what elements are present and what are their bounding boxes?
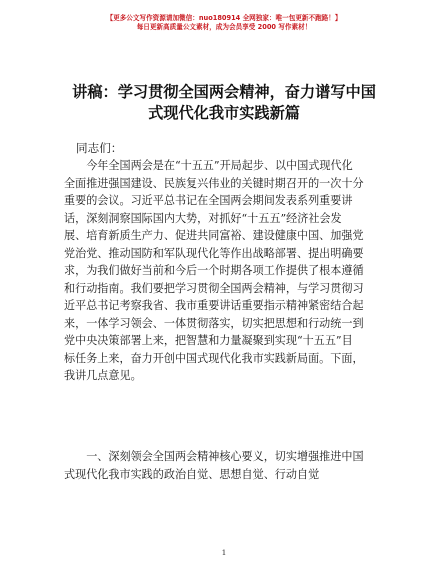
paragraph-line: 求，为我们做好当前和今后一个时期各项工作提供了根本遵循 xyxy=(64,264,364,277)
promo-banner-line-1: 【更多公文写作资源请加微信：nuo180914 全网独家：唯一包更新不跑路！】 xyxy=(106,14,342,22)
paragraph-line: 全面推进强国建设、民族复兴伟业的关键时期召开的一次十分 xyxy=(64,176,364,190)
section-heading-line: 一、深刻领会全国两会精神核心要义，切实增强推进中国 xyxy=(64,450,364,463)
document-title-line-2: 式现代化我市实践新篇 xyxy=(148,104,300,122)
paragraph-line: 和行动指南。我们要把学习贯彻全国两会精神，与学习贯彻习 xyxy=(64,281,364,295)
paragraph-line: 我讲几点意见。 xyxy=(64,369,142,382)
document-title xyxy=(40,82,408,124)
promo-banner-line-2: 每日更新高质量公文素材，成为会员享受 2000 写作素材！ xyxy=(136,23,312,31)
promo-banner xyxy=(0,14,448,32)
paragraph-line: 重要的会议。习近平总书记在全国两会期间发表系列重要讲 xyxy=(64,194,353,207)
paragraph-line: 话，深刻洞察国际国内大势，对抓好“十五五”经济社会发 xyxy=(64,211,342,225)
paragraph-line: 党中央决策部署上来，把智慧和力量凝聚到实现“十五五”目 xyxy=(64,334,353,347)
intro-paragraph xyxy=(64,157,389,385)
section-heading-line: 式现代化我市实践的政治自觉、思想自觉、行动自觉 xyxy=(64,467,320,481)
paragraph-line: 近平总书记考察我省、我市重要讲话重要指示精神紧密结合起 xyxy=(64,299,364,312)
paragraph-line: 来，一体学习领会、一体贯彻落实，切实把思想和行动统一到 xyxy=(64,316,364,330)
section-heading-1 xyxy=(64,448,389,483)
document-title-line-1: 讲稿：学习贯彻全国两会精神，奋力谱写中国 xyxy=(72,83,376,101)
paragraph-line: 标任务上来，奋力开创中国式现代化我市实践新局面。下面， xyxy=(64,351,364,365)
greeting: 同志们： xyxy=(76,141,123,155)
paragraph-line: 展、培育新质生产力、促进共同富裕、建设健康中国、加强党 xyxy=(64,229,364,242)
page-number: 1 xyxy=(221,548,227,557)
paragraph-line: 党治党、推动国防和军队现代化等作出战略部署、提出明确要 xyxy=(64,246,364,260)
paragraph-line: 今年全国两会是在“十五五”开局起步、以中国式现代化 xyxy=(64,159,353,172)
